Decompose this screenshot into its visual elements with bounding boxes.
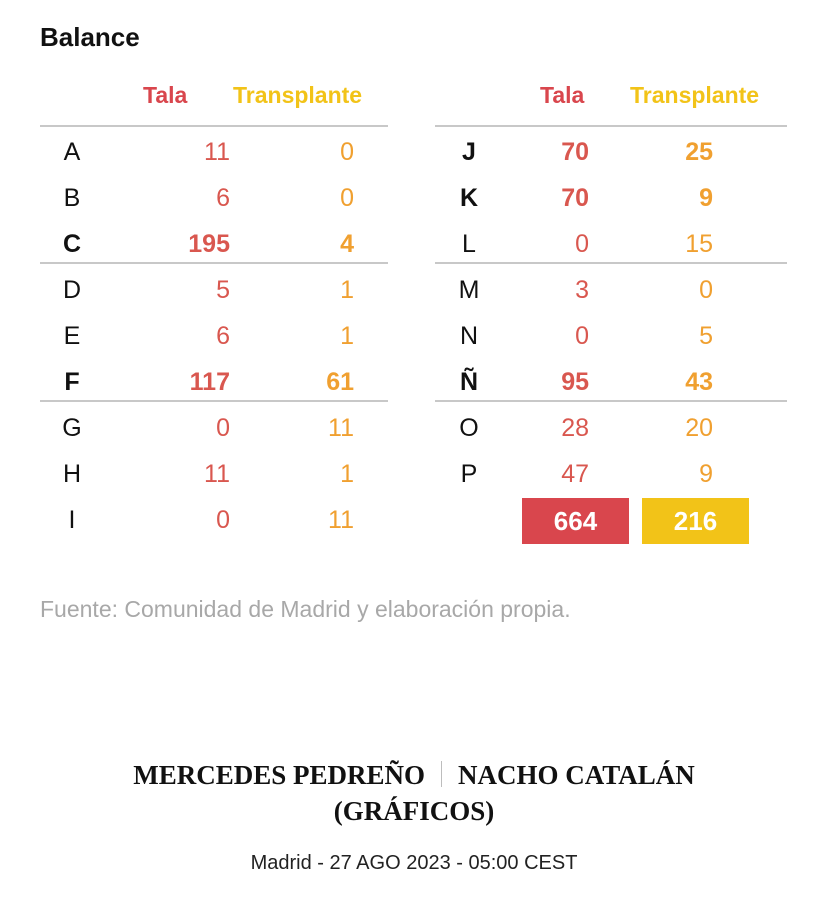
row-label: G	[62, 414, 82, 442]
tala-value: 70	[561, 184, 589, 212]
tala-value: 5	[216, 276, 230, 304]
transplante-value: 1	[340, 276, 354, 304]
row-label: M	[458, 276, 480, 304]
transplante-value: 5	[699, 322, 713, 350]
transplante-value: 0	[340, 184, 354, 212]
right-header-transplante: Transplante	[630, 82, 760, 108]
transplante-value: 0	[699, 276, 713, 304]
right-header-tala: Tala	[540, 82, 585, 108]
row-label: N	[459, 322, 479, 350]
tala-value: 0	[216, 506, 230, 534]
row-label: K	[459, 184, 479, 212]
row-label: I	[68, 506, 76, 534]
row-label: D	[62, 276, 82, 304]
left-table	[40, 126, 388, 540]
transplante-value: 11	[328, 506, 354, 534]
row-label: A	[63, 138, 81, 166]
total-tala-badge: 664	[522, 498, 629, 544]
transplante-value: 43	[685, 368, 713, 396]
transplante-value: 20	[685, 414, 713, 442]
dateline: Madrid - 27 AGO 2023 - 05:00 CEST	[250, 852, 578, 874]
transplante-value: 4	[340, 230, 354, 258]
author-link[interactable]: NACHO CATALÁN	[458, 760, 695, 790]
author-link[interactable]: MERCEDES PEDREÑO	[133, 760, 425, 790]
byline	[0, 760, 828, 791]
row-label: Ñ	[459, 368, 479, 396]
row-label: L	[462, 230, 476, 258]
table-row	[40, 494, 388, 540]
tala-value: 0	[575, 322, 589, 350]
table-row	[40, 126, 388, 172]
row-label: H	[62, 460, 82, 488]
tala-value: 0	[575, 230, 589, 258]
transplante-value: 1	[340, 322, 354, 350]
left-header-transplante: Transplante	[233, 82, 363, 108]
table-row	[435, 172, 787, 218]
source-note: Fuente: Comunidad de Madrid y elaboración propia.	[40, 596, 571, 622]
tala-value: 47	[561, 460, 589, 488]
total-transplante-badge: 216	[642, 498, 749, 544]
byline-role: (GRÁFICOS)	[333, 796, 495, 826]
table-row	[435, 218, 787, 264]
table-row	[40, 402, 388, 448]
table-row	[435, 448, 787, 494]
byline-divider	[441, 761, 442, 787]
row-label: P	[460, 460, 478, 488]
tala-value: 6	[216, 184, 230, 212]
tala-value: 95	[561, 368, 589, 396]
tala-value: 11	[204, 138, 230, 166]
table-row	[435, 126, 787, 172]
table-row	[40, 310, 388, 356]
table-row	[40, 218, 388, 264]
tala-value: 3	[575, 276, 589, 304]
row-label: J	[462, 138, 476, 166]
row-label: O	[459, 414, 479, 442]
table-row	[40, 172, 388, 218]
table-row	[40, 264, 388, 310]
table-row	[435, 402, 787, 448]
row-label: B	[63, 184, 81, 212]
table-row	[40, 356, 388, 402]
row-label: E	[63, 322, 81, 350]
transplante-value: 9	[699, 460, 713, 488]
transplante-value: 9	[699, 184, 713, 212]
chart-title: Balance	[40, 22, 140, 52]
transplante-value: 15	[685, 230, 713, 258]
left-header-tala: Tala	[143, 82, 188, 108]
table-row	[40, 448, 388, 494]
transplante-value: 1	[340, 460, 354, 488]
tala-value: 6	[216, 322, 230, 350]
table-row	[435, 356, 787, 402]
tala-value: 117	[189, 368, 230, 396]
row-label: F	[64, 368, 80, 396]
row-label: C	[62, 230, 82, 258]
transplante-value: 25	[685, 138, 713, 166]
transplante-value: 61	[326, 368, 354, 396]
tala-value: 11	[204, 460, 230, 488]
table-row	[435, 310, 787, 356]
transplante-value: 0	[340, 138, 354, 166]
tala-value: 0	[216, 414, 230, 442]
tala-value: 70	[561, 138, 589, 166]
tala-value: 195	[188, 230, 230, 258]
table-row	[435, 264, 787, 310]
tala-value: 28	[561, 414, 589, 442]
transplante-value: 11	[328, 414, 354, 442]
right-table	[435, 126, 787, 494]
